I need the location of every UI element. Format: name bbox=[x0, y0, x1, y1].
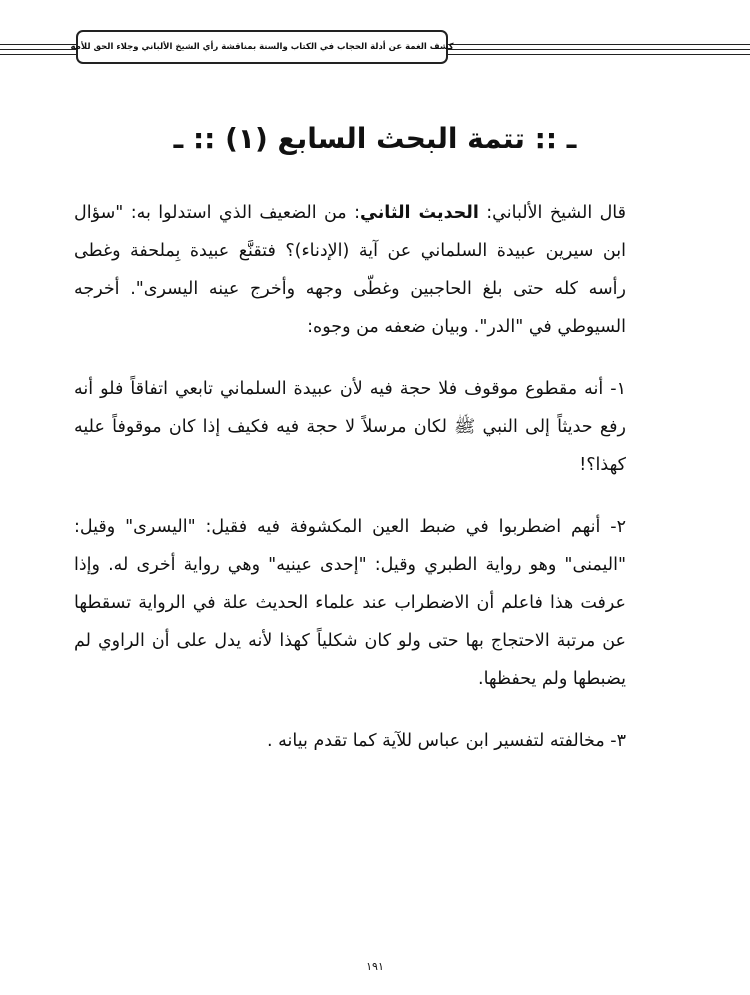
point-paragraph-3: ٣- مخالفته لتفسير ابن عباس للآية كما تقدم بيانه . bbox=[267, 731, 626, 751]
running-header-title: كشف الغمة عن أدلة الحجاب في الكتاب والسنة بمناقشة رأي الشيخ الألباني وجلاء الحق للأمة bbox=[70, 42, 454, 52]
intro-bold-term: الحديث الثاني bbox=[359, 203, 479, 223]
chapter-heading: ـ :: تتمة البحث السابع (١) :: ـ bbox=[173, 122, 577, 155]
intro-lead: قال الشيخ الألباني: bbox=[478, 203, 627, 223]
point-paragraph-2: ٢- أنهم اضطربوا في ضبط العين المكشوفة فيه فقيل: "اليسرى" وقيل: "اليمنى" وهو رواية الطبري وقيل: "إحدى عينيه" وهي رواية أخرى له. وإذا عرفت هذا فاعلم أن الاضطراب عند علماء الحديث علة في الرواية تسقطها عن مرتبة الاحتجاج بها حتى ولو كان شكلياً كهذا لأنه يدل على أن الراوي لم يضبطها ولم يحفظها. bbox=[74, 517, 626, 689]
intro-paragraph bbox=[74, 194, 626, 346]
intro-rest: : من الضعيف الذي استدلوا به: "سؤال ابن سيرين عبيدة السلماني عن آية (الإدناء)؟ فتقنَّع عبيدة بِملحفة وغطى رأسه كله حتى بلغ الحاجبين وغطّى وجهه وأخرج عينه اليسرى". أخرجه السيوطي في "الدر". وبيان ضعفه من وجوه: bbox=[74, 203, 626, 337]
page-body bbox=[74, 194, 626, 784]
running-header-box bbox=[70, 30, 454, 64]
page-number: ١٩١ bbox=[366, 960, 384, 973]
point-paragraph-1: ١- أنه مقطوع موقوف فلا حجة فيه لأن عبيدة السلماني تابعي اتفاقاً فلو أنه رفع حديثاً إلى النبي ﷺ لكان مرسلاً لا حجة فيه فكيف إذا كان موقوفاً عليه كهذا؟! bbox=[74, 379, 626, 475]
